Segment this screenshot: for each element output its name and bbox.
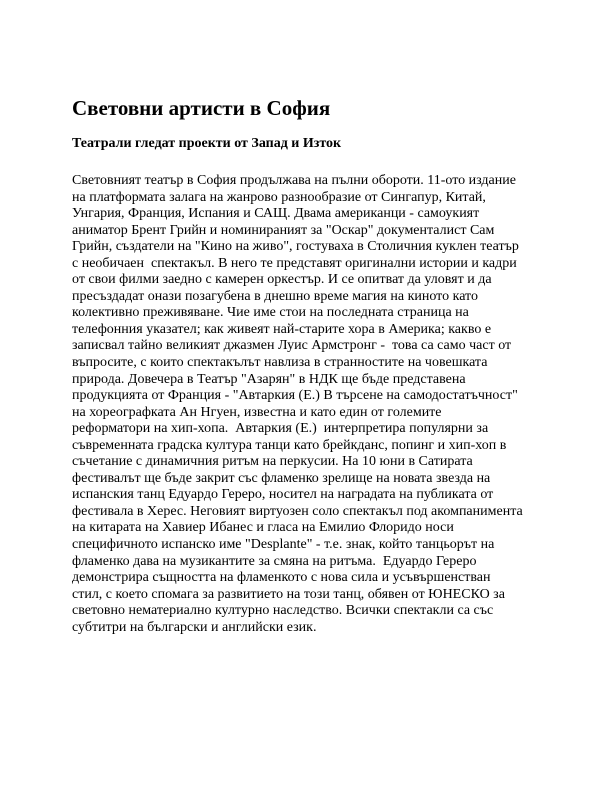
body-line: природа. Довечера в Театър "Азарян" в НДК ще бъде представена (72, 371, 466, 387)
body-line: съчетание с динамичния ритъм на перкусии. На 10 юни в Сатирата (72, 454, 473, 470)
body-line: фестивалът ще бъде закрит със фламенко зрелище на новата звезда на (72, 470, 491, 486)
body-line: на хореографката Ан Нгуен, известна и като един от големите (72, 404, 442, 420)
body-line: фламенко дава на музикантите за смяна на ритъма. Едуардо Гереро (72, 553, 477, 569)
body-line: пресъздадат онази позагубена в днешно време магия на киното като (72, 288, 478, 304)
body-line: телефонния указател; как живеят най-старите хора в Америка; какво е (72, 321, 492, 337)
body-line: аниматор Брент Грийн и номинираният за "Оскар" документалист Сам (72, 222, 495, 238)
body-line: Световният театър в София продължава на пълни обороти. 11-ото издание (72, 173, 516, 188)
body-line: колективно преживяване. Чие име стои на последната страница на (72, 305, 469, 321)
body-line: Грийн, създатели на "Кино на живо", гостуваха в Столичния куклен театър (72, 239, 519, 255)
body-line: стил, с което спомага за развитието на този танц, обявен от ЮНЕСКО за (72, 586, 505, 602)
body-line: продукцията от Франция - "Автаркия (Е.) В търсене на самодостатъчност" (72, 388, 518, 404)
body-line: от свои филми заедно с камерен оркестър. И се опитват да уловят и да (72, 272, 492, 288)
body-line: световно нематериално културно наследство. Всички спектакли са със (72, 603, 494, 619)
body-line: въпросите, с които спектакълът навлиза в странностите на човешката (72, 355, 488, 371)
body-line: с необичаен спектакъл. В него те представят оригинални истории и кадри (72, 255, 517, 271)
body-line: записвал тайно великият джазмен Луис Армстронг - това са само част от (72, 338, 512, 354)
body-line: на платформата залага на жанрово разнообразие от Сингапур, Китай, (72, 189, 486, 205)
body-line: съвременната градска култура танци като брейкданс, попинг и хип-хоп в (72, 437, 507, 453)
page-title: Световни артисти в София (72, 96, 331, 120)
body-line: субтитри на български и английски език. (72, 619, 317, 635)
body-line: фестивала в Херес. Неговият виртуозен соло спектакъл под акомпанимента (72, 503, 523, 519)
body-line: специфичното испанско име "Desplante" - т.е. знак, който танцьорът на (72, 537, 495, 553)
body-line: демонстрира същността на фламенкото с нова сила и усъвършенстван (72, 570, 491, 586)
body-line: реформатори на хип-хопа. Автаркия (Е.) интерпретира популярни за (72, 421, 489, 437)
body-line: испанския танц Едуардо Гереро, носител на наградата на публиката от (72, 487, 494, 503)
page-subtitle: Театрали гледат проекти от Запад и Изток (72, 136, 342, 151)
body-line: Унгария, Франция, Испания и САЩ. Двама американци - самоукият (72, 206, 480, 222)
body-line: на китарата на Хавиер Ибанес и гласа на Емилио Флоридо носи (72, 520, 454, 536)
article-body (72, 173, 550, 636)
